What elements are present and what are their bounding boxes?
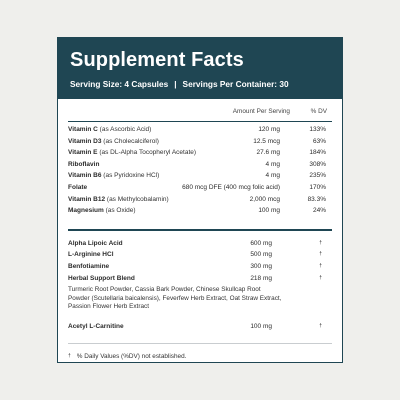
- dv-not-established-mark: †: [319, 239, 322, 246]
- footnote: [58, 344, 342, 360]
- column-headers: [68, 104, 332, 118]
- servings-per-container: Servings Per Container: 30: [182, 79, 289, 89]
- ingredient-amount: 600 mg: [250, 239, 272, 247]
- dv-not-established-mark: †: [319, 274, 322, 281]
- nutrient-source: (as Pyridoxine HCl): [103, 172, 160, 180]
- nutrient-name: Vitamin B12: [68, 195, 106, 203]
- nutrient-dv: 63%: [312, 137, 326, 145]
- supplement-facts-panel: [57, 37, 343, 363]
- ingredient-row: [68, 273, 332, 285]
- nutrient-row: [68, 159, 332, 171]
- nutrient-amount: 2,000 mcg: [249, 195, 280, 203]
- nutrient-amount: 27.6 mg: [256, 149, 280, 157]
- ingredient-amount: 218 mg: [250, 274, 272, 282]
- dv-not-established-mark: †: [319, 251, 322, 258]
- nutrient-dv: 184%: [309, 149, 326, 157]
- nutrient-row: [68, 170, 332, 182]
- other-ingredients-list: [68, 231, 332, 332]
- nutrient-name: Magnesium: [68, 207, 104, 215]
- dv-column-header: % DV: [310, 108, 327, 115]
- nutrient-source: (as Ascorbic Acid): [99, 126, 152, 133]
- nutrient-source: (as Methylcobalamin): [106, 195, 169, 203]
- nutrient-amount: 120 mg: [258, 126, 280, 133]
- ingredient-row: [68, 321, 332, 333]
- ingredient-row: [68, 249, 332, 261]
- nutrient-row: [68, 194, 332, 206]
- nutrient-amount: 100 mg: [258, 207, 280, 215]
- ingredient-amount: 300 mg: [250, 262, 272, 270]
- nutrient-name: Folate: [68, 183, 88, 191]
- panel-title: Supplement Facts: [70, 49, 244, 71]
- nutrient-source: (as Cholecalciferol): [103, 137, 159, 145]
- nutrient-name: Vitamin E: [68, 149, 98, 157]
- serving-size: Serving Size: 4 Capsules: [70, 79, 169, 89]
- nutrient-source: (as DL-Alpha Tocopheryl Acetate): [99, 149, 197, 157]
- nutrient-name: Vitamin C: [68, 126, 98, 133]
- footnote-text: % Daily Values (%DV) not established.: [76, 353, 187, 361]
- nutrient-amount: 12.5 mcg: [253, 137, 280, 145]
- nutrient-amount: 4 mg: [265, 160, 280, 168]
- ingredient-name: Alpha Lipoic Acid: [68, 239, 123, 247]
- nutrient-row: [68, 124, 332, 136]
- nutrient-amount: 680 mcg DFE (400 mcg folic acid): [182, 183, 280, 191]
- nutrient-row: [68, 136, 332, 148]
- nutrient-dv: 133%: [309, 126, 326, 133]
- footnote-symbol: †: [68, 353, 71, 360]
- nutrient-name: Vitamin B6: [68, 172, 102, 180]
- ingredient-amount: 100 mg: [250, 322, 272, 330]
- ingredient-name: Herbal Support Blend: [68, 274, 135, 282]
- nutrient-dv: 83.3%: [307, 195, 326, 203]
- dv-not-established-mark: †: [319, 322, 322, 329]
- nutrient-amount: 4 mg: [265, 172, 280, 180]
- nutrient-dv: 24%: [312, 207, 326, 215]
- dv-not-established-mark: †: [319, 262, 322, 269]
- nutrient-row: [68, 205, 332, 217]
- amount-column-header: Amount Per Serving: [232, 108, 290, 115]
- ingredient-row: [68, 261, 332, 273]
- nutrient-row: [68, 147, 332, 159]
- ingredient-name: Benfotiamine: [68, 262, 110, 270]
- nutrient-row: [68, 182, 332, 194]
- nutrient-name: Vitamin D3: [68, 137, 102, 145]
- nutrient-name: Riboflavin: [68, 160, 100, 168]
- ingredient-amount: 500 mg: [250, 251, 272, 259]
- nutrient-dv: 308%: [309, 160, 326, 168]
- serving-info: [70, 79, 330, 89]
- nutrient-dv: 170%: [309, 183, 326, 191]
- serving-separator: |: [174, 79, 177, 89]
- blend-ingredients: Turmeric Root Powder, Cassia Bark Powder, Chinese Skullcap Root Powder (Scutellaria baicalensis), Feverfew Herb Extract, Oat Straw Extract, Passion Flower Herb Extract: [68, 286, 282, 311]
- nutrient-dv: 235%: [309, 172, 326, 180]
- panel-body: [58, 104, 342, 344]
- ingredient-name: L-Arginine HCl: [68, 251, 114, 259]
- ingredient-row: [68, 238, 332, 250]
- nutrient-source: (as Oxide): [105, 207, 136, 215]
- ingredient-name: Acetyl L-Carnitine: [68, 322, 124, 330]
- panel-header: [58, 38, 342, 99]
- vitamin-list: [68, 122, 332, 217]
